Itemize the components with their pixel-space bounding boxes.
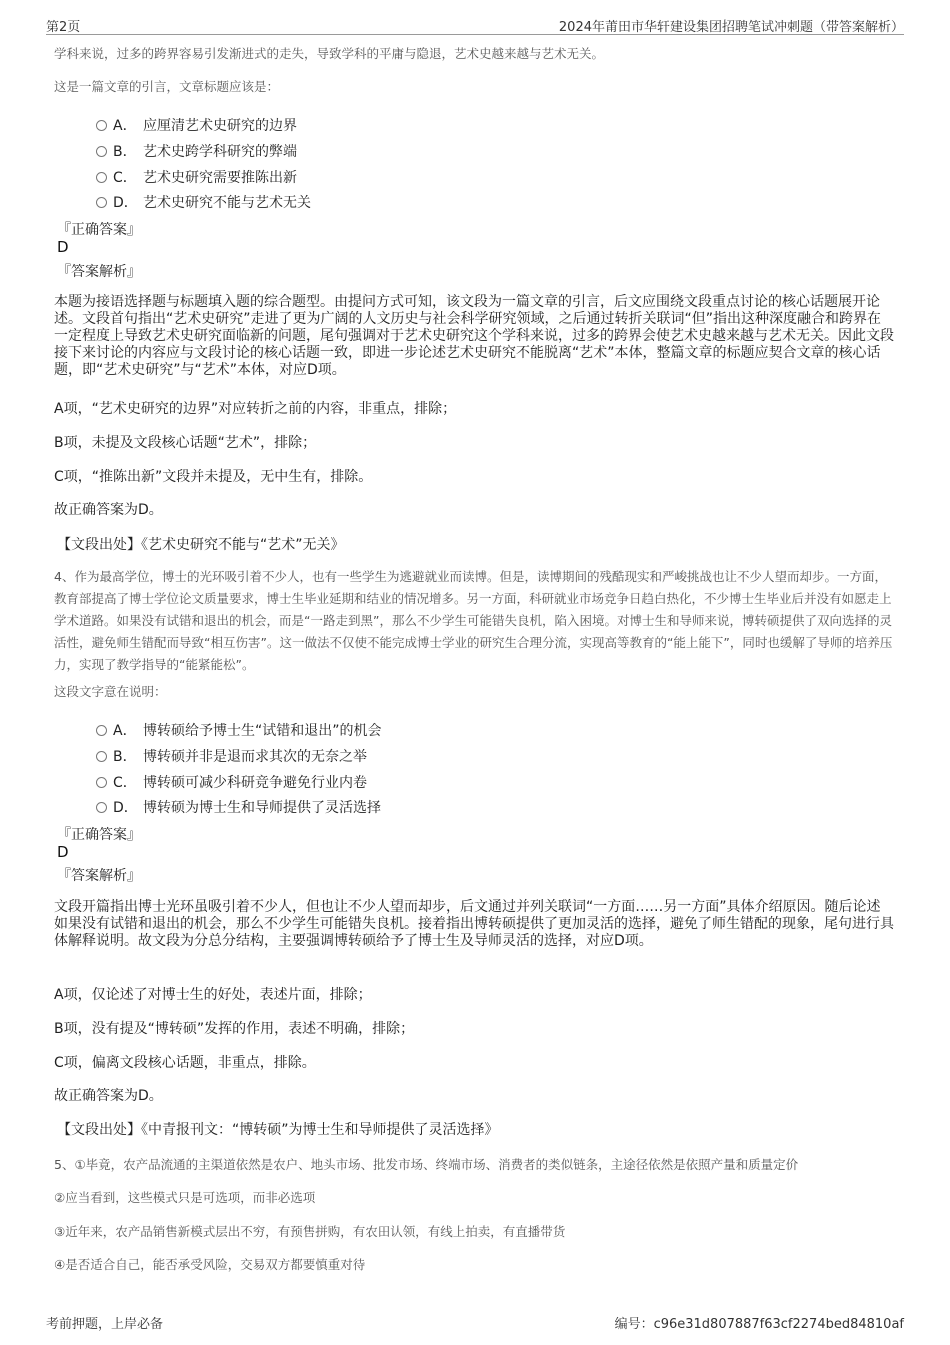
page-header — [46, 14, 904, 35]
q3-correct-answer: D — [57, 238, 69, 256]
q4-correct-answer: D — [57, 843, 69, 861]
q5-item-1: 5、①毕竟，农产品流通的主渠道依然是农户、地头市场、批发市场、终端市场、消费者的类似链条，主途径依然是依照产量和质量定价 — [54, 1157, 799, 1172]
q4-note-b: B项，没有提及“博转硕”发挥的作用，表述不明确，排除； — [54, 1021, 415, 1037]
q4-note-c: C项，偏离文段核心话题，非重点，排除。 — [54, 1055, 316, 1071]
q3-source: 【文段出处】《艺术史研究不能与“艺术”无关》 — [57, 537, 345, 553]
q4-option-d[interactable]: D． 博转硕为博士生和导师提供了灵活选择 — [96, 797, 381, 817]
q4-analysis: 文段开篇指出博士光环虽吸引着不少人，但也让不少人望而却步，后文通过并列关联词“一方面……另一方面”具体介绍原因。随后论述如果没有试错和退出的机会，那么不少学生可能错失良机。接着指出博转硕提供了更加灵活的选择，避免了师生错配的现象，尾句进行具体解释说明。故文段为分总分结构，主要强调博转硕给予了博士生及导师灵活的选择，对应D项。 — [54, 899, 894, 949]
q4-question: 这段文字意在说明： — [54, 684, 167, 699]
document-title: 2024年莆田市华轩建设集团招聘笔试冲刺题（带答案解析） — [558, 20, 904, 35]
radio-icon[interactable] — [96, 802, 107, 813]
q4-conclusion: 故正确答案为D。 — [54, 1088, 163, 1104]
radio-icon[interactable] — [96, 172, 107, 183]
q3-option-a[interactable]: A． 应厘清艺术史研究的边界 — [96, 115, 297, 135]
footer-slogan: 考前押题，上岸必备 — [46, 1317, 164, 1332]
radio-icon[interactable] — [96, 146, 107, 157]
document-id: 编号：c96e31d807887f63cf2274bed84810af — [614, 1317, 904, 1332]
q3-analysis: 本题为接语选择题与标题填入题的综合题型。由提问方式可知，该文段为一篇文章的引言，后文应围绕文段重点讨论的核心话题展开论述。文段首句指出“艺术史研究”走进了更为广阔的人文历史与社会科学研究领域，之后通过转折关联词“但”指出这种深度融合和跨界在一定程度上导致艺术史研究面临新的问题，尾句强调对于艺术史研究这个学科来说，过多的跨界会使艺术史越来越与艺术无关。因此文段接下来讨论的内容应与文段讨论的核心话题一致，即进一步论述艺术史研究不能脱离“艺术”本体，整篇文章的标题应契合文章的核心话题，即“艺术史研究”与“艺术”本体，对应D项。 — [54, 294, 894, 378]
q3-intro-tail: 学科来说，过多的跨界容易引发渐进式的走失，导致学科的平庸与隐退，艺术史越来越与艺术无关。 — [54, 46, 605, 61]
q5-item-3: ③近年来，农产品销售新模式层出不穷，有预售拼购，有农田认领，有线上拍卖，有直播带货 — [54, 1224, 566, 1239]
q3-question: 这是一篇文章的引言，文章标题应该是： — [54, 79, 280, 94]
q4-option-a[interactable]: A． 博转硕给予博士生“试错和退出”的机会 — [96, 720, 382, 740]
q4-stem: 4、作为最高学位，博士的光环吸引着不少人，也有一些学生为逃避就业而读博。但是，读博期间的残酷现实和严峻挑战也让不少人望而却步。一方面，教育部提高了博士学位论文质量要求，博士生毕业延期和结业的情况增多。另一方面，科研就业市场竞争日趋白热化，不少博士生毕业后并没有如愿走上学术道路。如果没有试错和退出的机会，而是“一路走到黑”，那么不少学生可能错失良机，陷入困境。对博士生和导师来说，博转硕提供了双向选择的灵活性，避免师生错配而导致“相互伤害”。这一做法不仅使不能完成博士学业的研究生合理分流，实现高等教育的“能上能下”，同时也缓解了导师的培养压力，实现了教学指导的“能紧能松”。 — [54, 569, 893, 672]
q4-analysis-label: 『答案解析』 — [57, 868, 141, 884]
q3-correct-label: 『正确答案』 — [57, 222, 141, 238]
q4-note-a: A项，仅论述了对博士生的好处，表述片面，排除； — [54, 987, 372, 1003]
q5-item-4: ④是否适合自己，能否承受风险，交易双方都要慎重对待 — [54, 1257, 366, 1272]
q3-note-c: C项，“推陈出新”文段并未提及，无中生有，排除。 — [54, 469, 373, 485]
radio-icon[interactable] — [96, 777, 107, 788]
q4-option-b[interactable]: B． 博转硕并非是退而求其次的无奈之举 — [96, 746, 367, 766]
q4-source: 【文段出处】《中青报刊文：“博转硕”为博士生和导师提供了灵活选择》 — [57, 1122, 499, 1138]
q3-option-c[interactable]: C． 艺术史研究需要推陈出新 — [96, 167, 297, 187]
radio-icon[interactable] — [96, 725, 107, 736]
q3-option-d[interactable]: D． 艺术史研究不能与艺术无关 — [96, 192, 311, 212]
q4-option-c[interactable]: C． 博转硕可减少科研竞争避免行业内卷 — [96, 772, 367, 792]
page-number: 第2页 — [46, 20, 81, 35]
q3-conclusion: 故正确答案为D。 — [54, 502, 163, 518]
q3-analysis-label: 『答案解析』 — [57, 264, 141, 280]
q3-note-a: A项，“艺术史研究的边界”对应转折之前的内容，非重点，排除； — [54, 401, 457, 417]
q3-note-b: B项，未提及文段核心话题“艺术”，排除； — [54, 435, 317, 451]
q4-correct-label: 『正确答案』 — [57, 827, 141, 843]
q5-item-2: ②应当看到，这些模式只是可选项，而非必选项 — [54, 1190, 316, 1205]
radio-icon[interactable] — [96, 120, 107, 131]
radio-icon[interactable] — [96, 751, 107, 762]
radio-icon[interactable] — [96, 197, 107, 208]
q3-option-b[interactable]: B． 艺术史跨学科研究的弊端 — [96, 141, 297, 161]
